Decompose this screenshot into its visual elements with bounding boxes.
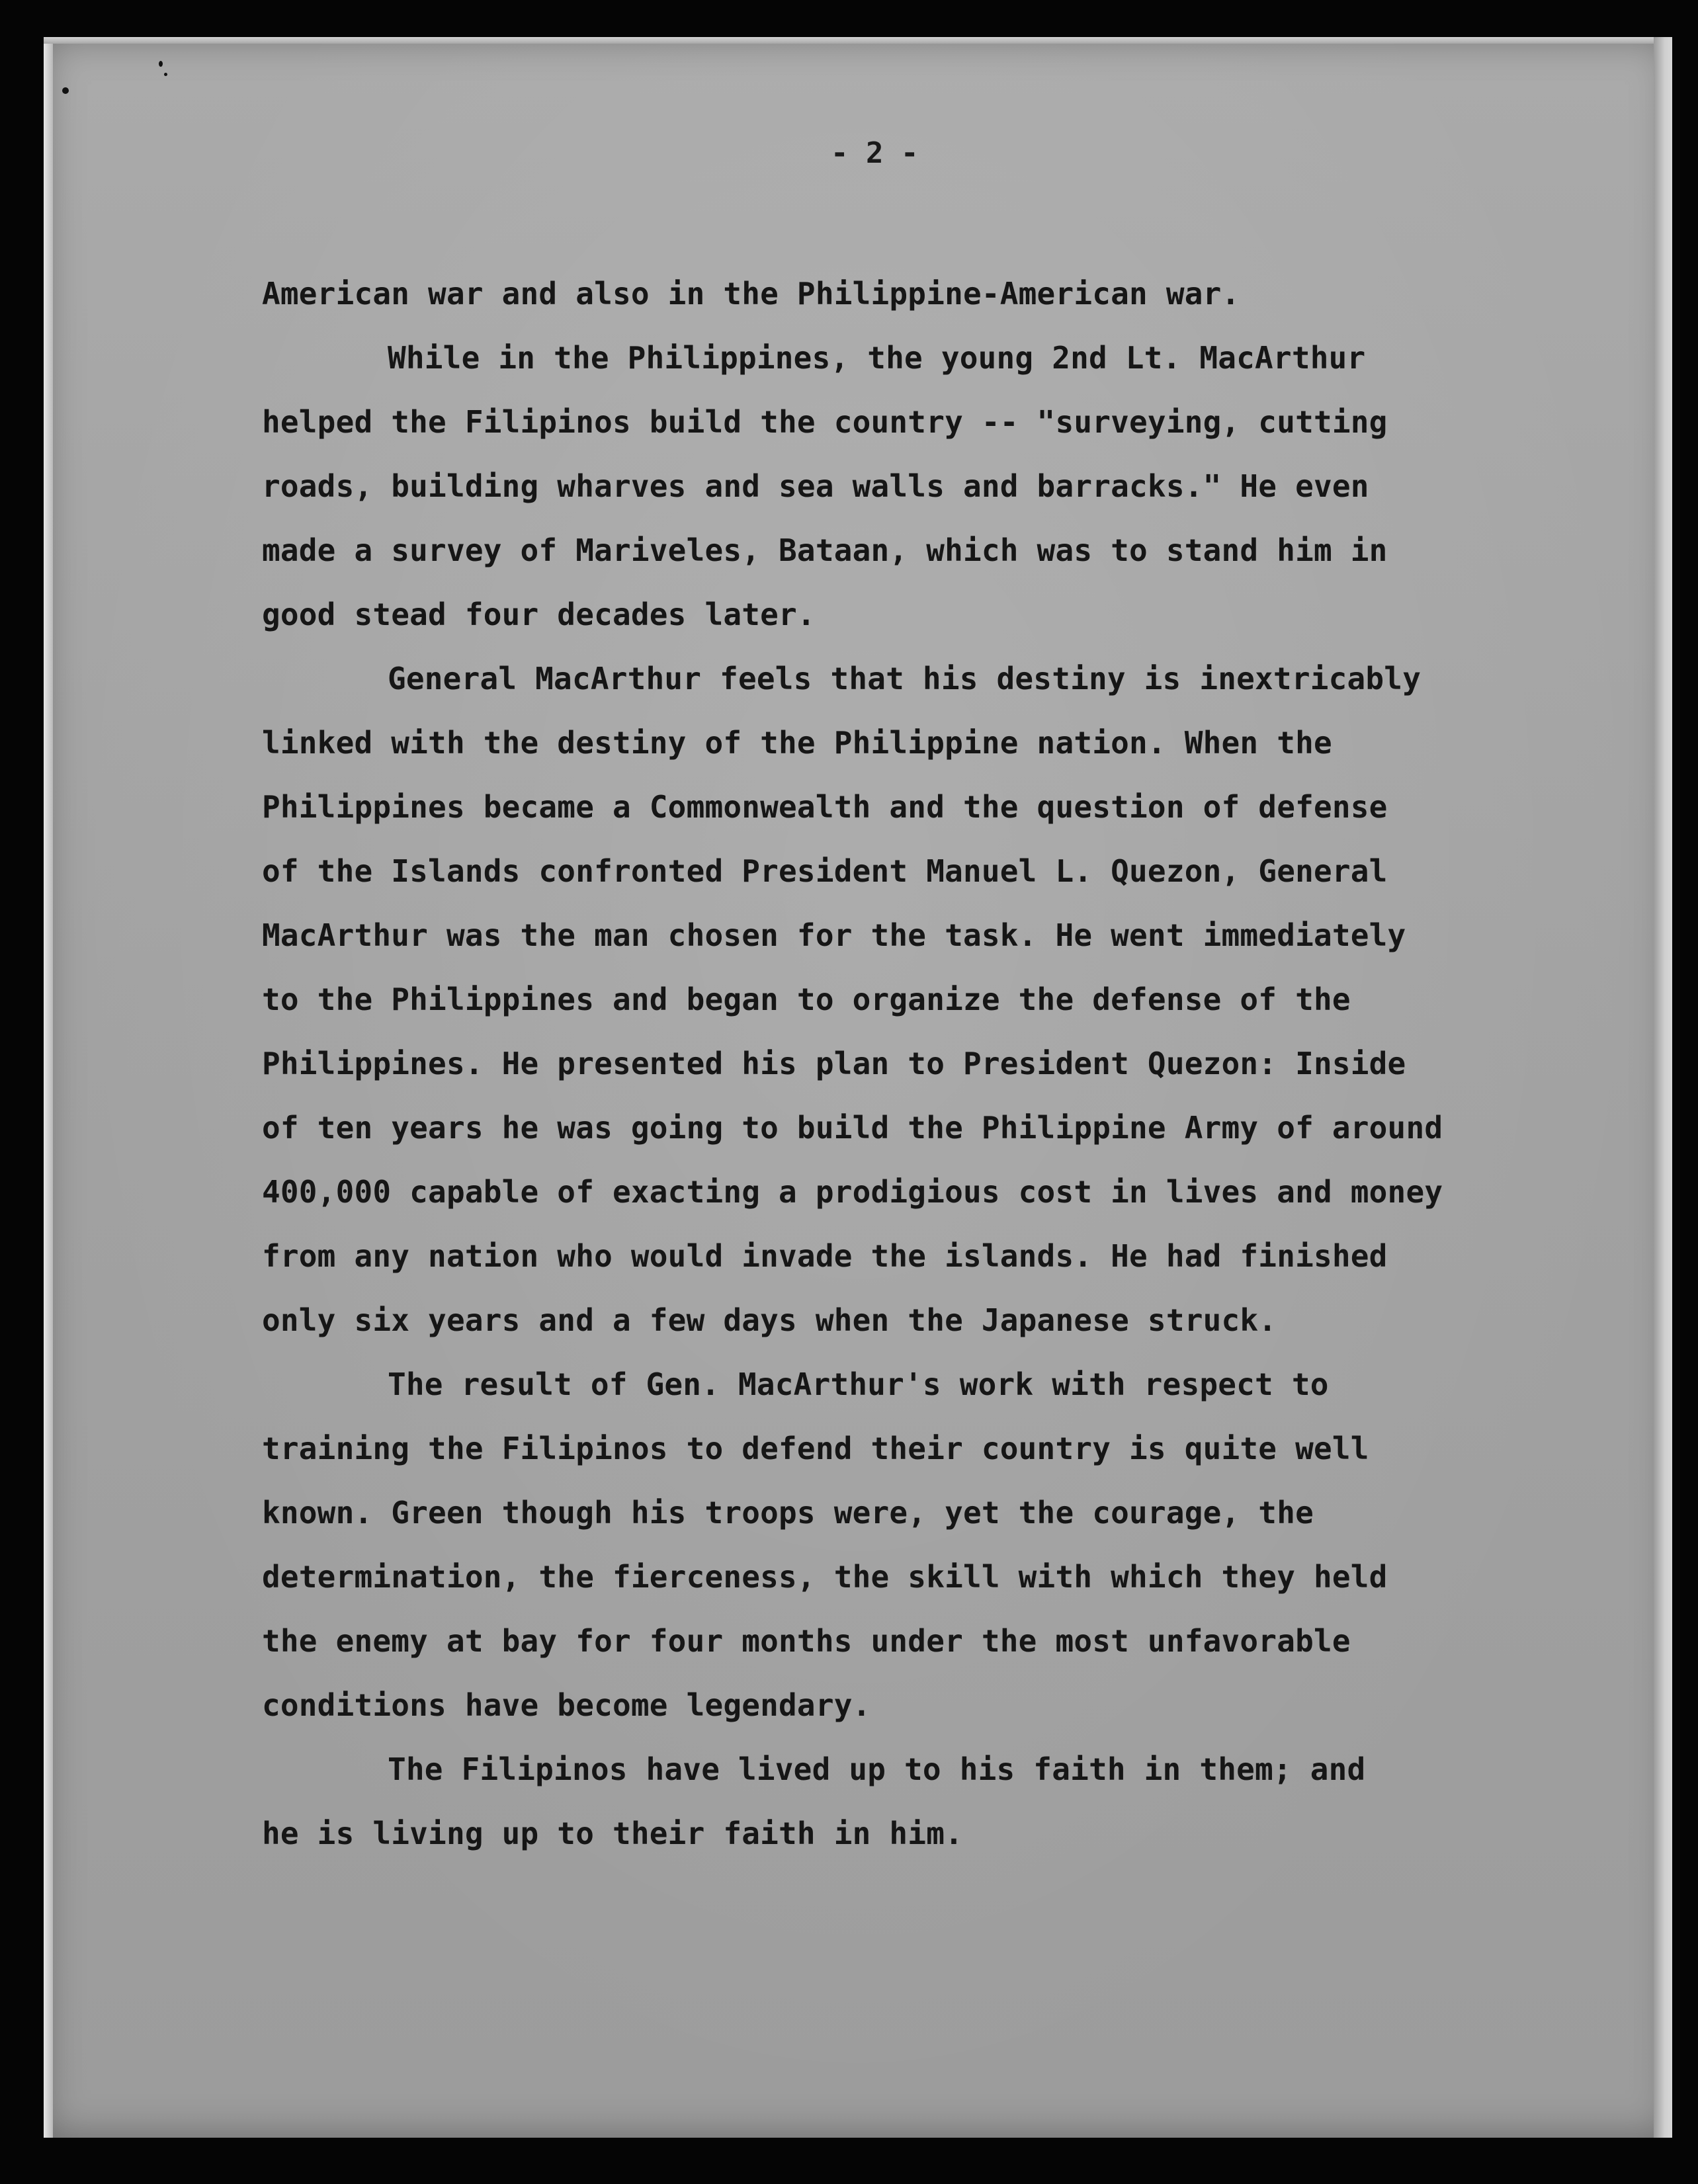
text-line: training the Filipinos to defend their country is quite well <box>262 1431 1369 1466</box>
text-line: Philippines became a Commonwealth and the question of defense <box>262 789 1388 825</box>
text-line: While in the Philippines, the young 2nd Lt. MacArthur <box>388 340 1366 376</box>
scan-speck <box>159 61 163 67</box>
text-line: The Filipinos have lived up to his faith in them; and <box>388 1751 1366 1787</box>
text-line: he is living up to their faith in him. <box>262 1816 963 1851</box>
page-edge-right <box>1654 37 1672 2138</box>
scan-speck <box>62 87 69 94</box>
text-line: MacArthur was the man chosen for the task. He went immediately <box>262 917 1406 953</box>
text-line: from any nation who would invade the islands. He had finished <box>262 1238 1388 1274</box>
text-line: known. Green though his troops were, yet the courage, the <box>262 1495 1314 1531</box>
text-line: 400,000 capable of exacting a prodigious cost in lives and money <box>262 1174 1443 1210</box>
page-edge-left <box>44 37 53 2138</box>
text-line: Philippines. He presented his plan to President Quezon: Inside <box>262 1046 1406 1081</box>
text-line: General MacArthur feels that his destiny is inextricably <box>388 661 1422 696</box>
text-line: The result of Gen. MacArthur's work with respect to <box>388 1366 1329 1402</box>
text-line: to the Philippines and began to organize the defense of the <box>262 982 1351 1017</box>
scan-speck <box>164 73 167 76</box>
body-text <box>262 262 1618 1866</box>
text-line: of ten years he was going to build the Philippine Army of around <box>262 1110 1443 1146</box>
page-edge-top <box>44 37 1672 44</box>
text-line: determination, the fierceness, the skill with which they held <box>262 1559 1388 1595</box>
text-line: helped the Filipinos build the country -- "surveying, cutting <box>262 404 1388 440</box>
text-line: the enemy at bay for four months under the most unfavorable <box>262 1623 1351 1659</box>
text-line: American war and also in the Philippine-American war. <box>262 276 1240 312</box>
text-line: made a survey of Mariveles, Bataan, which was to stand him in <box>262 532 1388 568</box>
text-line: conditions have become legendary. <box>262 1687 871 1723</box>
page-number: - 2 - <box>831 136 919 170</box>
text-line: linked with the destiny of the Philippine nation. When the <box>262 725 1332 761</box>
text-line: only six years and a few days when the Japanese struck. <box>262 1302 1277 1338</box>
text-line: good stead four decades later. <box>262 597 816 632</box>
text-line: roads, building wharves and sea walls and barracks." He even <box>262 468 1369 504</box>
text-line: of the Islands confronted President Manuel L. Quezon, General <box>262 853 1388 889</box>
document-page <box>44 37 1672 2138</box>
